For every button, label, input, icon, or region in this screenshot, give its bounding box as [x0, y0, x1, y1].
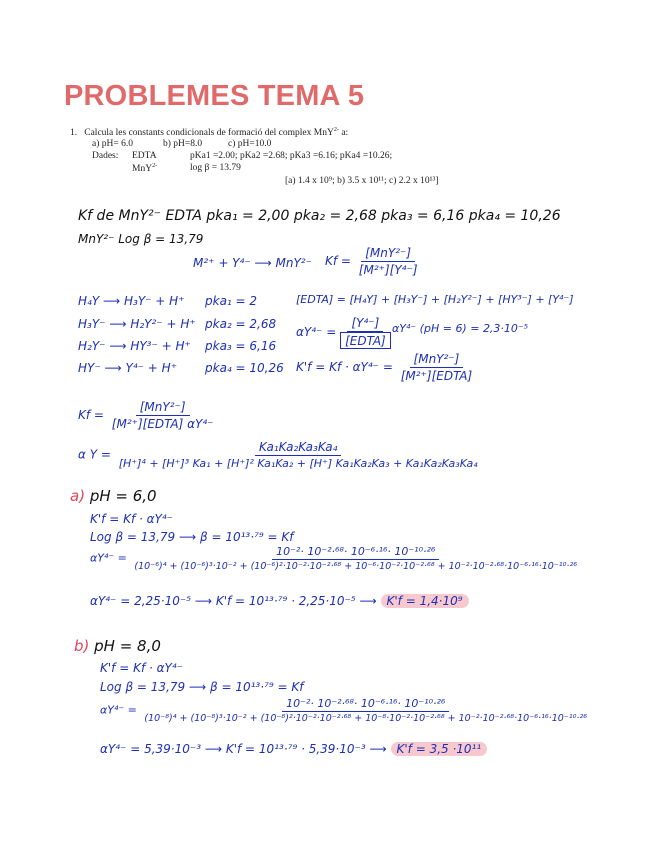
- kf-conditional-def: K'f = Kf · αY⁴⁻ = $\frac{\text{[MnY²⁻]}}{\text{[M²⁺][EDTA]}}$: [296, 352, 476, 383]
- pka3-value: pka₃ = 6,16: [205, 339, 277, 353]
- dissociation-2: H₃Y⁻ ⟶ H₂Y²⁻ + H⁺: [78, 317, 196, 331]
- kf-num: [MnY²⁻]: [361, 246, 415, 262]
- a-final-highlight: K'f = 1,4·10⁹: [381, 594, 469, 608]
- alphaY-den: [H⁺]⁴ + [H⁺]³ Ka₁ + [H⁺]² Ka₁Ka₂ + [H⁺] Ka₁Ka₂Ka₃ + Ka₁Ka₂Ka₃Ka₄: [118, 457, 478, 470]
- a-alpha-calc: αY⁴⁻ = 10⁻²· 10⁻²·⁶⁸· 10⁻⁶·¹⁶· 10⁻¹⁰·²⁶ (10⁻⁶)⁴ + (10⁻⁶)³·10⁻² + (10⁻⁶)²·10⁻²·10⁻²·⁶⁸ + 10⁻⁶·10⁻²·10⁻²·⁶⁸ + 10⁻²·10⁻²·⁶⁸·10⁻⁶·¹⁶·10⁻¹⁰·²⁶: [90, 545, 581, 572]
- b-alpha-num: 10⁻²· 10⁻²·⁶⁸· 10⁻⁶·¹⁶· 10⁻¹⁰·²⁶: [282, 697, 449, 712]
- alphaY-general: α Y = Ka₁Ka₂Ka₃Ka₄ [H⁺]⁴ + [H⁺]³ Ka₁ + [H⁺]² Ka₁Ka₂ + [H⁺] Ka₁Ka₂Ka₃ + Ka₁Ka₂Ka₃Ka₄: [78, 440, 482, 470]
- answers: [a) 1.4 x 10⁹; b) 3.5 x 10¹¹; c) 2.2 x 10¹³]: [285, 176, 439, 186]
- part-b: [74, 637, 161, 655]
- alpha-num: [Y⁴⁻]: [347, 316, 383, 332]
- dissociation-3: H₂Y⁻ ⟶ HY³⁻ + H⁺: [78, 339, 191, 353]
- note-line-2: MnY²⁻ Log β = 13,79: [78, 232, 204, 246]
- edta-balance: [EDTA] = [H₄Y] + [H₃Y⁻] + [H₂Y²⁻] + [HY³⁻] + [Y⁴⁻]: [296, 293, 574, 306]
- data-label: Dades:: [92, 151, 119, 161]
- mny-name: MnY$^{2-}$: [132, 163, 158, 175]
- b-alpha-calc: αY⁴⁻ = 10⁻²· 10⁻²·⁶⁸· 10⁻⁶·¹⁶· 10⁻¹⁰·²⁶ (10⁻⁸)⁴ + (10⁻⁸)³·10⁻² + (10⁻⁸)²·10⁻²·10⁻²·⁶⁸ + 10⁻⁸·10⁻²·10⁻²·⁶⁸ + 10⁻²·10⁻²·⁶⁸·10⁻⁶·¹⁶·10⁻¹⁰·²⁶: [100, 697, 591, 724]
- b-final-highlight: K'f = 3,5 ·10¹¹: [391, 742, 488, 756]
- alpha-den: [EDTA]: [340, 332, 391, 349]
- b-kf-cond: K'f = Kf · αY⁴⁻: [100, 661, 183, 675]
- b-result: αY⁴⁻ = 5,39·10⁻³ ⟶ K'f = 10¹³·⁷⁹ · 5,39·10⁻³ ⟶ K'f = 3,5 ·10¹¹: [100, 742, 487, 756]
- problem-statement: [70, 127, 348, 138]
- alpha-ph6: αY⁴⁻ (pH = 6) = 2,3·10⁻⁵: [392, 322, 529, 335]
- a-kf-cond: K'f = Kf · αY⁴⁻: [90, 512, 173, 526]
- problem-number: 1.: [70, 128, 78, 139]
- problem-case-b: b) pH=8.0: [163, 139, 203, 149]
- kf-definition: Kf = $\frac{\text{[MnY²⁻]}}{\text{[M²⁺][Y⁴⁻]}}$: [325, 246, 422, 277]
- part-b-label: b): [74, 637, 90, 655]
- problem-case-c: c) pH=10.0: [228, 139, 272, 149]
- b-alpha-den: (10⁻⁸)⁴ + (10⁻⁸)³·10⁻² + (10⁻⁸)²·10⁻²·10⁻²·⁶⁸ + 10⁻⁸·10⁻²·10⁻²·⁶⁸ + 10⁻²·10⁻²·⁶⁸·10⁻⁶·¹⁶·10⁻¹⁰·²⁶: [144, 713, 588, 724]
- part-a-ph: pH = 6,0: [89, 487, 157, 505]
- pka4-value: pka₄ = 10,26: [205, 361, 284, 375]
- kf-den: [M²⁺][Y⁴⁻]: [358, 263, 418, 277]
- mny-logb: log β = 13.79: [190, 163, 241, 173]
- a-alpha-den: (10⁻⁶)⁴ + (10⁻⁶)³·10⁻² + (10⁻⁶)²·10⁻²·10⁻²·⁶⁸ + 10⁻⁶·10⁻²·10⁻²·⁶⁸ + 10⁻²·10⁻²·⁶⁸·10⁻⁶·¹⁶·10⁻¹⁰·²⁶: [134, 561, 578, 572]
- kf2-den: [M²⁺][EDTA] αY⁴⁻: [111, 417, 214, 431]
- edta-name: EDTA: [132, 151, 157, 161]
- part-a: [70, 487, 157, 505]
- part-a-label: a): [70, 487, 86, 505]
- kf-alpha-formula: Kf = $\frac{\text{[MnY²⁻]}}{\text{[M²⁺][EDTA] αY⁴⁻}}$: [78, 400, 217, 431]
- part-b-ph: pH = 8,0: [94, 637, 161, 655]
- note-line-1: Kf de MnY²⁻ EDTA pka₁ = 2,00 pka₂ = 2,68 pka₃ = 6,16 pka₄ = 10,26: [78, 208, 561, 224]
- kfp-num: [MnY²⁻]: [410, 352, 464, 368]
- pka2-value: pka₂ = 2,68: [205, 317, 277, 331]
- a-result: αY⁴⁻ = 2,25·10⁻⁵ ⟶ K'f = 10¹³·⁷⁹ · 2,25·10⁻⁵ ⟶ K'f = 1,4·10⁹: [90, 594, 469, 608]
- problem-case-a: a) pH= 6.0: [92, 139, 133, 149]
- kf2-num: [MnY²⁻]: [136, 400, 190, 416]
- a-logb: Log β = 13,79 ⟶ β = 10¹³·⁷⁹ = Kf: [90, 530, 294, 544]
- dissociation-1: H₄Y ⟶ H₃Y⁻ + H⁺: [78, 294, 185, 308]
- page-title: PROBLEMES TEMA 5: [64, 80, 365, 112]
- problem-text: Calcula les constants condicionals de formació del complex MnY: [84, 128, 334, 139]
- pka1-value: pka₁ = 2: [205, 294, 258, 308]
- edta-pk-values: pKa1 =2.00; pKa2 =2.68; pKa3 =6.16; pKa4 =10.26;: [190, 151, 393, 161]
- kfp-den: [M²⁺][EDTA]: [400, 369, 473, 383]
- reaction-formation: M²⁺ + Y⁴⁻ ⟶ MnY²⁻: [193, 256, 312, 270]
- a-alpha-num: 10⁻²· 10⁻²·⁶⁸· 10⁻⁶·¹⁶· 10⁻¹⁰·²⁶: [272, 545, 439, 560]
- alphaY-num: Ka₁Ka₂Ka₃Ka₄: [255, 440, 341, 456]
- dissociation-4: HY⁻ ⟶ Y⁴⁻ + H⁺: [78, 361, 178, 375]
- alpha-definition: αY⁴⁻ = $\frac{\text{[Y⁴⁻]}}{\text{[EDTA]}}$: [296, 316, 391, 349]
- problem-text-sup: 2-: [333, 127, 339, 133]
- b-logb: Log β = 13,79 ⟶ β = 10¹³·⁷⁹ = Kf: [100, 680, 304, 694]
- problem-text-end: a:: [338, 128, 349, 139]
